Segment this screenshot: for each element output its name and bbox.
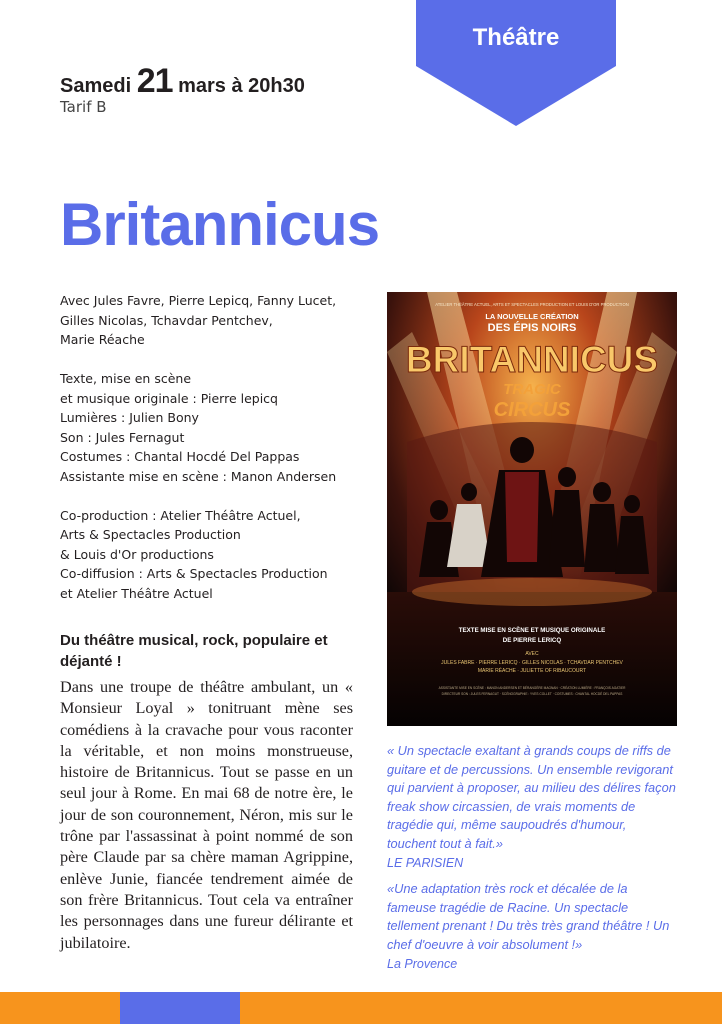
- svg-text:LA NOUVELLE CRÉATION: LA NOUVELLE CRÉATION: [485, 312, 579, 321]
- svg-text:ATELIER THÉÂTRE ACTUEL, ARTS E: ATELIER THÉÂTRE ACTUEL, ARTS ET SPECTACLES PRODUCTION ET LOUIS D'OR PRODUCTION: [435, 302, 629, 307]
- production-line: Co-diffusion : Arts & Spectacles Production: [60, 566, 328, 581]
- production-paragraph: [60, 506, 365, 604]
- press-reviews: [387, 742, 677, 981]
- production-line: et Atelier Théâtre Actuel: [60, 585, 213, 601]
- crew-line: Texte, mise en scène: [60, 371, 192, 386]
- price-tier: Tarif B: [60, 98, 107, 116]
- date-day: 21: [136, 62, 173, 100]
- crew-line: Son : Jules Fernagut: [60, 429, 185, 445]
- review-text: « Un spectacle exaltant à grands coups de riffs de guitare et de percussions. Un ensemble revigorant qui parvient à proposer, au milieu des délires façon freak show circassien, de vrais moments de tragédie qui, même saupoudrés d'humour, touchent tout à fait.»: [387, 743, 676, 851]
- production-line: Co-production : Atelier Théâtre Actuel,: [60, 507, 301, 523]
- review-quote: [387, 880, 677, 973]
- svg-text:DES ÉPIS NOIRS: DES ÉPIS NOIRS: [487, 322, 577, 334]
- svg-text:TEXTE MISE EN SCÈNE ET MUSIQUE: TEXTE MISE EN SCÈNE ET MUSIQUE ORIGINALE: [458, 627, 606, 634]
- cast-line: Avec Jules Favre, Pierre Lepicq, Fanny Lucet,: [60, 293, 337, 308]
- svg-text:BRITANNICUS: BRITANNICUS: [405, 339, 659, 380]
- svg-text:DE PIERRE LERICQ: DE PIERRE LERICQ: [502, 637, 562, 644]
- production-line: Arts & Spectacles Production: [60, 527, 241, 542]
- category-banner: [416, 0, 616, 126]
- svg-text:AVEC: AVEC: [525, 651, 539, 657]
- cast-paragraph: [60, 291, 365, 350]
- svg-text:DIRECTEUR SON : JULES FERNAGUT: DIRECTEUR SON : JULES FERNAGUT · SCÉNOGRAPHIE : YVES COLLET · COSTUMES : CHANTAL HOCDÉ DEL PAPPAS: [441, 692, 623, 696]
- synopsis-heading: Du théâtre musical, rock, populaire et déjanté !: [60, 632, 328, 670]
- synopsis-text: Dans une troupe de théâtre ambulant, un « Monsieur Loyal » tonitruant mène ses comédiens à la cravache pour vous raconter la véritable, et non moins monstrueuse, histoire de Britannicus. Tout se passe en un seul jour à Rome. En mai 68 de notre ère, le jour de son couronnement, Néron, mis sur le trône par l'assassinat à point nommé de son père Claude par sa chère maman Agrippine, enlève Junie, fiancée tendrement aimée de son frère Britannicus. Tout cela va entraîner les personnages dans une fureur délirante et jubilatoire.: [60, 678, 353, 952]
- cast-line: Gilles Nicolas, Tchavdar Pentchev,: [60, 312, 273, 328]
- review-source: LE PARISIEN: [387, 855, 464, 870]
- svg-text:MARIE RÉACHE · JULIETTE OF RIB: MARIE RÉACHE · JULIETTE OF RIBAUCOURT: [477, 668, 587, 674]
- show-title: Britannicus: [60, 191, 380, 258]
- crew-line: Assistante mise en scène : Manon Andersen: [60, 468, 337, 484]
- review-text: «Une adaptation très rock et décalée de la fameuse tragédie de Racine. Un spectacle tellement prenant ! Du très très grand théâtre ! Un chef d'oeuvre à voir absolument !»: [387, 881, 670, 952]
- crew-paragraph: [60, 369, 365, 486]
- crew-line: Costumes : Chantal Hocdé Del Pappas: [60, 449, 300, 464]
- production-line: & Louis d'Or productions: [60, 546, 214, 562]
- footer-accent-block: [120, 992, 240, 1024]
- crew-line: et musique originale : Pierre lepicq: [60, 390, 278, 406]
- review-quote: [387, 742, 677, 872]
- footer-bar: [0, 992, 722, 1024]
- svg-text:JULES FABRE · PIERRE LERICQ ·: JULES FABRE · PIERRE LERICQ · GILLES NICOLAS · TCHAVDAR PENTCHEV: [441, 660, 623, 666]
- svg-text:CIRCUS: CIRCUS: [493, 399, 571, 421]
- category-label: Théâtre: [472, 24, 560, 51]
- review-source: La Provence: [387, 956, 458, 971]
- svg-text:ASSISTANTE MISE EN SCÈNE : MAN: ASSISTANTE MISE EN SCÈNE : MANON ANDERSEN ET BÉRANGÈRE MAGNAN · CRÉATION LUMIÈRE : FRANÇOIS AGATIER: [438, 686, 626, 690]
- crew-line: Lumières : Julien Bony: [60, 410, 199, 425]
- credits-block: [60, 291, 365, 623]
- date-prefix: Samedi: [60, 75, 132, 97]
- svg-text:TRAGIC: TRAGIC: [503, 381, 561, 398]
- cast-line: Marie Réache: [60, 332, 145, 347]
- show-poster: [387, 292, 677, 726]
- date-suffix: mars à 20h30: [178, 75, 305, 97]
- event-date: [60, 62, 305, 101]
